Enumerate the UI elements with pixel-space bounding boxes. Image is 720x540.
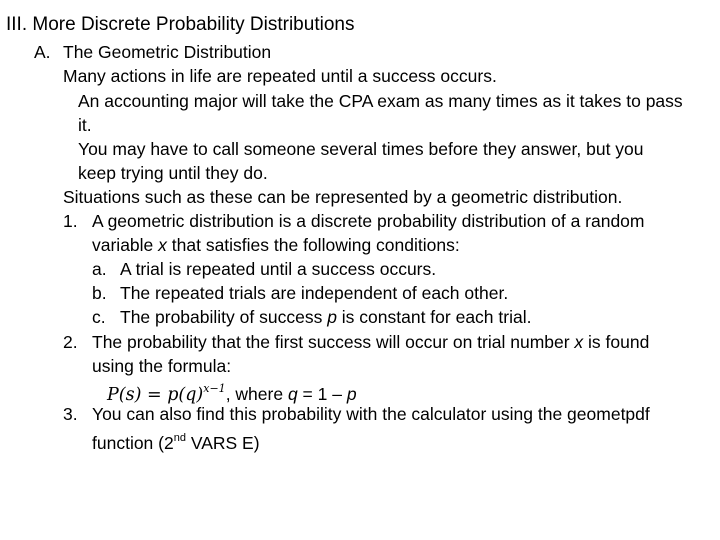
item-1-variable-x: x <box>158 235 167 255</box>
item-1-marker: 1. <box>63 211 78 231</box>
item-2-variable-x: x <box>574 332 584 352</box>
formula-variable-q: q <box>287 384 298 404</box>
geometric-formula <box>107 378 357 406</box>
item-1-line-2-pre: variable <box>92 235 159 255</box>
item-2-line-1-post: is found <box>583 332 650 352</box>
section-a-summary: Situations such as these can be represented by a geometric distribution. <box>63 187 623 207</box>
condition-c-variable-p: p <box>327 307 337 327</box>
condition-b-marker: b. <box>92 283 107 303</box>
item-2-line-1-pre: The probability that the first success will occur on trial number <box>92 332 575 352</box>
item-1-line-2-post: that satisfies the following conditions: <box>166 235 460 255</box>
formula-variable-p: p <box>346 384 357 404</box>
example-2-line-2: keep trying until they do. <box>78 163 268 183</box>
item-2-marker: 2. <box>63 332 78 352</box>
condition-c-pre: The probability of success <box>120 307 328 327</box>
item-3-marker: 3. <box>63 404 78 424</box>
item-3-superscript: nd <box>173 432 186 444</box>
section-a-heading: The Geometric Distribution <box>63 42 272 62</box>
formula-expression: P(s) = p(q) <box>107 385 204 405</box>
item-3-line-2 <box>92 427 260 454</box>
item-3-line-2-pre: function (2 <box>92 433 174 453</box>
condition-b-text: The repeated trials are independent of each other. <box>120 283 509 303</box>
condition-c-marker: c. <box>92 307 106 327</box>
item-3-line-1: You can also find this probability with the calculator using the geometpdf <box>92 404 650 424</box>
section-a-intro: Many actions in life are repeated until a success occurs. <box>63 66 497 86</box>
item-3-line-2-post: VARS E) <box>185 433 260 453</box>
formula-exponent: x−1 <box>203 382 226 395</box>
formula-where-pre: , where <box>225 384 288 404</box>
item-1-line-2 <box>92 234 460 256</box>
item-2-line-1 <box>92 331 649 353</box>
condition-c-post: is constant for each trial. <box>336 307 532 327</box>
formula-where-post: = 1 – <box>297 384 347 404</box>
slide-title: III. More Discrete Probability Distributions <box>6 14 355 35</box>
item-2-line-2: using the formula: <box>92 356 232 376</box>
condition-a-marker: a. <box>92 259 107 279</box>
example-2-line-1: You may have to call someone several times before they answer, but you <box>78 139 644 159</box>
condition-a-text: A trial is repeated until a success occurs. <box>120 259 437 279</box>
example-1-line-1: An accounting major will take the CPA exam as many times as it takes to pass <box>78 91 683 111</box>
section-a-marker: A. <box>34 42 51 62</box>
example-1-line-2: it. <box>78 115 92 135</box>
condition-c-text <box>120 306 531 328</box>
item-1-line-1: A geometric distribution is a discrete probability distribution of a random <box>92 211 645 231</box>
